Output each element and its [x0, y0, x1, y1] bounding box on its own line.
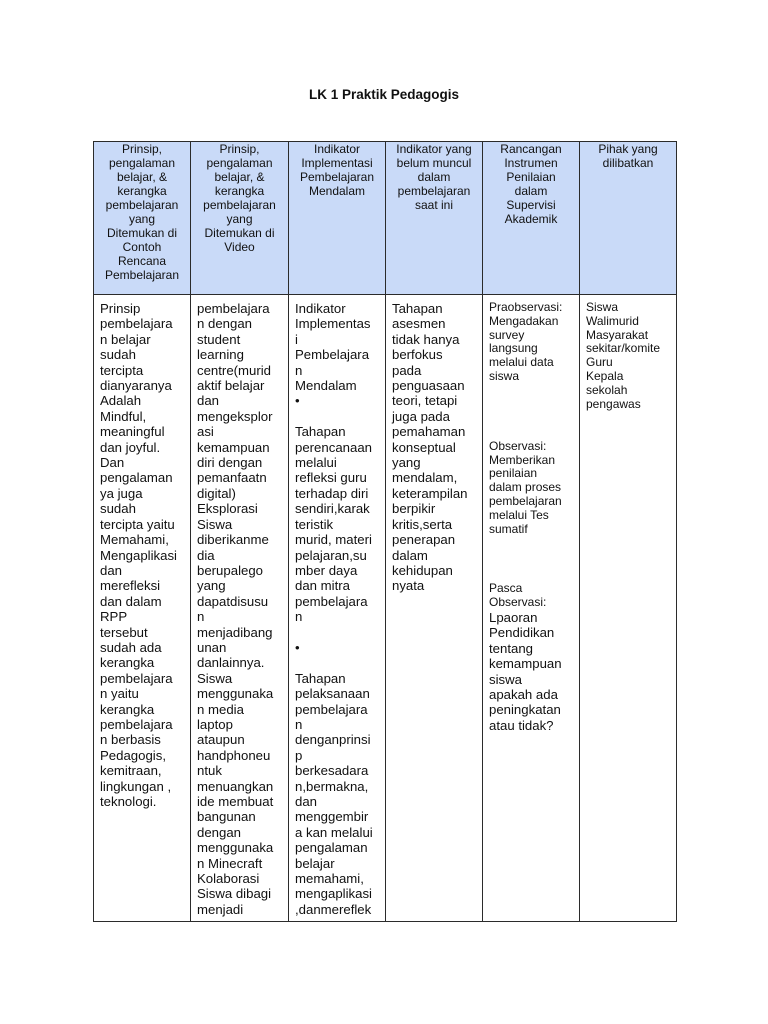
lk-table — [93, 141, 677, 922]
observasi-text: Observasi: Memberikan penilaian dalam proses pembelajaran melalui Tes sumatif — [489, 438, 562, 536]
cell-text: Indikator Implementas i Pembelajara n Mendalam • Tahapan perencanaan melalui refleksi guru terhadap diri sendiri,karak teristik murid, materi pelajaran,su mber daya dan mitra pembelajara n • Tahapan pelaksanaan pembelajara n denganprinsi p berkesadara n,bermakna, dan menggembir a kan melalui pengalaman belajar memahami, mengaplikasi ,danmereflek — [295, 301, 373, 917]
document-title: LK 1 Praktik Pedagogis — [308, 87, 460, 102]
praobservasi-text: Praobservasi: Mengadakan survey langsung melalui data siswa — [489, 300, 563, 383]
header-cell — [580, 142, 677, 295]
cell-text: Prinsip pembelajara n belajar sudah tercipta dianyaranya Adalah Mindful, meaningful dan joyful. Dan pengalaman ya juga sudah tercipta yaitu Memahami, Mengaplikasi dan merefleksi dan dalam RPP tersebut sudah ada kerangka pembelajara n yaitu kerangka pembelajara n berbasis Pedagogis, kemitraan, lingkungan , teknologi. — [100, 301, 177, 809]
header-cell — [289, 142, 386, 295]
pasca-observasi-text: Lpaoran Pendidikan tentang kemampuan siswa apakah ada peningkatan atau tidak? — [489, 609, 562, 733]
header-label: Indikator Implementasi Pembelajaran Mendalam — [299, 142, 375, 198]
cell-text: pembelajara n dengan student learning centre(murid aktif belajar dan mengeksplor asi kemampuan diri dengan pemanfaatn digital) Eksplorasi Siswa diberikanme dia berupalego yang dapatdisusu n menjadibang unan danlainnya. Siswa menggunaka n media laptop ataupun handphoneu ntuk menuangkan ide membuat bangunan dengan menggunaka n Minecraft Kolaborasi Siswa dibagi menjadi — [197, 301, 274, 917]
table-cell-indikator-implementasi — [289, 295, 386, 922]
header-label: Prinsip, pengalaman belajar, & kerangka pembelajaran yang Ditemukan di Contoh Rencana Pembelajaran — [104, 142, 180, 282]
cell-text: Siswa Walimurid Masyarakat sekitar/komite Guru Kepala sekolah pengawas — [586, 300, 661, 411]
table-cell-prinsip-contoh — [94, 295, 191, 922]
table-cell-pihak-dilibatkan — [580, 295, 677, 922]
table-cell-prinsip-video — [191, 295, 289, 922]
cell-text: Tahapan asesmen tidak hanya berfokus pada penguasaan teori, tetapi juga pada pemahaman konseptual yang mendalam, keterampilan berpikir kritis,serta penerapan dalam kehidupan nyata — [392, 301, 468, 594]
header-label: Prinsip, pengalaman belajar, & kerangka pembelajaran yang Ditemukan di Video — [203, 142, 276, 254]
header-cell — [386, 142, 483, 295]
header-cell — [94, 142, 191, 295]
header-cell — [483, 142, 580, 295]
header-cell — [191, 142, 289, 295]
instrumen-block — [483, 295, 579, 733]
table-cell-indikator-belum-muncul — [386, 295, 483, 922]
table-header-row — [94, 142, 677, 295]
pasca-observasi-label: Pasca Observasi: — [489, 581, 547, 610]
header-label: Indikator yang belum muncul dalam pembelajaran saat ini — [396, 142, 472, 212]
table-cell-rancangan-instrumen — [483, 295, 580, 922]
header-label: Rancangan Instrumen Penilaian dalam Supervisi Akademik — [500, 142, 562, 226]
header-label: Pihak yang dilibatkan — [598, 142, 658, 170]
table-row — [94, 295, 677, 922]
